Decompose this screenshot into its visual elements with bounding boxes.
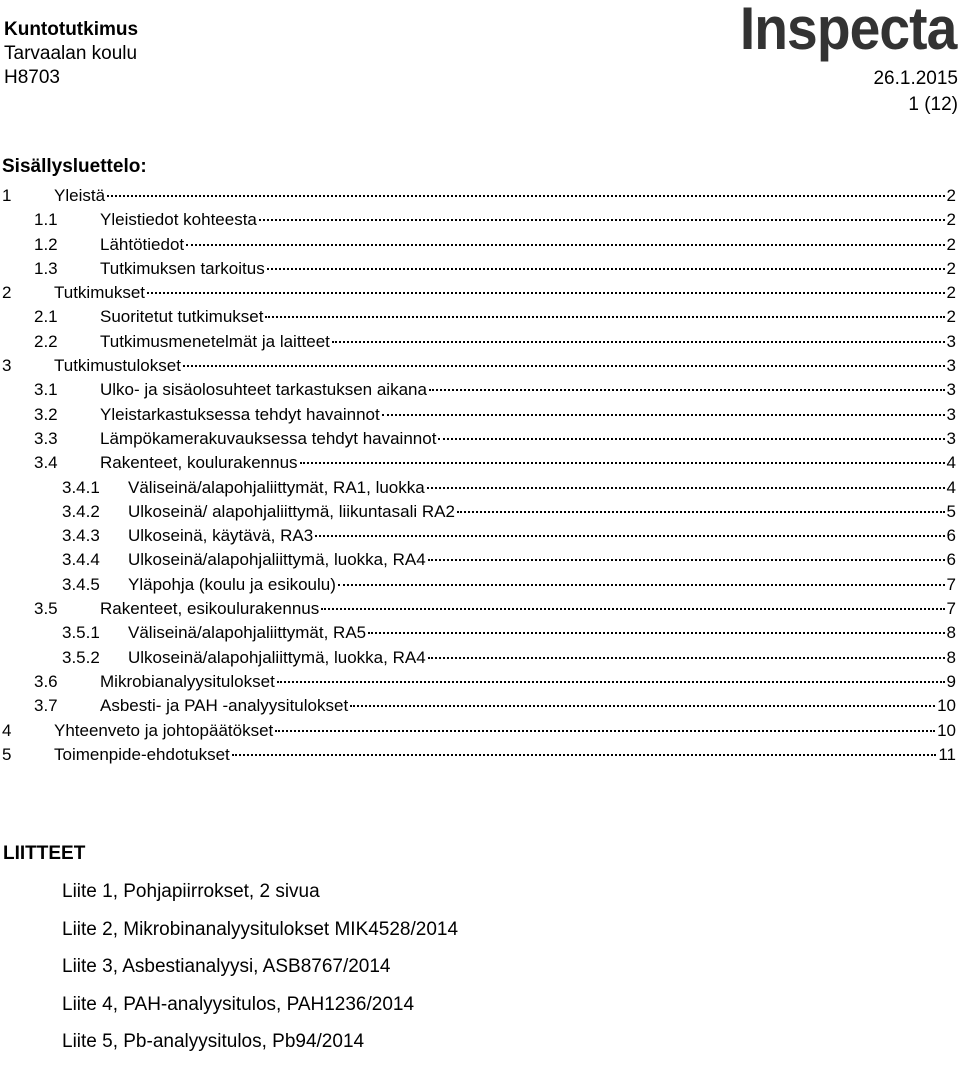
toc-dot-leader bbox=[321, 608, 944, 610]
toc-entry[interactable] bbox=[0, 670, 956, 694]
toc-entry-title: Yleistä bbox=[54, 186, 106, 205]
toc-entry-page: 4 bbox=[946, 477, 956, 497]
toc-dot-leader bbox=[315, 535, 944, 537]
toc-dot-leader bbox=[183, 365, 945, 367]
toc-entry-number: 3.7 bbox=[34, 696, 58, 716]
toc-entry-page: 3 bbox=[946, 380, 956, 400]
toc-dot-leader bbox=[429, 389, 945, 391]
attachment-item: Liite 2, Mikrobinanalyysitulokset MIK4528/2014 bbox=[62, 918, 459, 940]
toc-entry-title: Yleistiedot kohteesta bbox=[100, 210, 257, 230]
toc-entry-page: 2 bbox=[946, 186, 956, 205]
toc-entry-page: 6 bbox=[946, 550, 956, 570]
toc-entry[interactable] bbox=[0, 257, 956, 281]
attachment-item: Liite 4, PAH-analyysitulos, PAH1236/2014 bbox=[62, 993, 415, 1015]
toc-entry[interactable] bbox=[0, 330, 956, 354]
toc-dot-leader bbox=[428, 559, 945, 561]
toc-entry-number: 1 bbox=[2, 186, 12, 205]
toc-entry[interactable] bbox=[0, 500, 956, 524]
toc-entry-title: Rakenteet, esikoulurakennus bbox=[100, 599, 320, 619]
toc-entry-number: 3.4.4 bbox=[62, 550, 100, 570]
table-of-contents bbox=[0, 184, 956, 767]
toc-entry[interactable] bbox=[0, 233, 956, 257]
toc-entry-page: 10 bbox=[937, 696, 956, 716]
toc-dot-leader bbox=[427, 487, 945, 489]
toc-entry[interactable] bbox=[0, 719, 956, 743]
attachment-item: Liite 5, Pb-analyysitulos, Pb94/2014 bbox=[62, 1031, 365, 1052]
toc-entry-title: Väliseinä/alapohjaliittymät, RA5 bbox=[128, 623, 367, 643]
toc-entry-number: 4 bbox=[2, 720, 12, 740]
toc-entry-title: Lähtötiedot bbox=[100, 234, 185, 254]
toc-dot-leader bbox=[277, 681, 945, 683]
toc-dot-leader bbox=[438, 438, 944, 440]
toc-entry-title: Tutkimusmenetelmät ja laitteet bbox=[100, 331, 330, 351]
toc-entry-number: 3 bbox=[2, 356, 12, 376]
toc-entry-title: Mikrobianalyysitulokset bbox=[100, 671, 275, 691]
toc-dot-leader bbox=[275, 730, 935, 732]
header-right bbox=[873, 66, 958, 118]
toc-dot-leader bbox=[267, 268, 945, 270]
toc-entry-number: 3.5.2 bbox=[62, 647, 100, 667]
toc-entry[interactable] bbox=[0, 743, 956, 767]
toc-entry-title: Yhteenveto ja johtopäätökset bbox=[54, 720, 274, 740]
toc-entry[interactable] bbox=[0, 208, 956, 232]
toc-entry-page: 8 bbox=[946, 647, 956, 667]
toc-entry-page: 10 bbox=[937, 720, 956, 740]
header-left bbox=[4, 18, 138, 90]
toc-entry-title: Tutkimukset bbox=[54, 283, 146, 303]
toc-entry-page: 2 bbox=[946, 258, 956, 278]
toc-entry-page: 3 bbox=[946, 404, 956, 424]
toc-entry[interactable] bbox=[0, 548, 956, 572]
toc-dot-leader bbox=[107, 195, 945, 197]
toc-entry-page: 9 bbox=[946, 671, 956, 691]
toc-entry-page: 2 bbox=[946, 234, 956, 254]
toc-entry[interactable] bbox=[0, 281, 956, 305]
toc-entry-page: 3 bbox=[946, 331, 956, 351]
toc-entry-page: 2 bbox=[946, 283, 956, 303]
toc-entry-title: Lämpökamerakuvauksessa tehdyt havainnot bbox=[100, 428, 437, 448]
toc-entry-number: 2 bbox=[2, 283, 12, 303]
toc-entry-number: 5 bbox=[2, 744, 12, 764]
toc-entry-number: 3.4.2 bbox=[62, 501, 100, 521]
toc-entry-number: 3.4.3 bbox=[62, 526, 100, 546]
toc-dot-leader bbox=[382, 414, 945, 416]
toc-entry-number: 3.2 bbox=[34, 404, 58, 424]
toc-entry-number: 2.2 bbox=[34, 331, 58, 351]
toc-entry-number: 3.4.5 bbox=[62, 574, 100, 594]
toc-dot-leader bbox=[265, 316, 944, 318]
toc-entry-number: 3.4 bbox=[34, 453, 58, 473]
project-code: H8703 bbox=[4, 67, 60, 88]
toc-entry[interactable] bbox=[0, 403, 956, 427]
toc-entry-number: 3.1 bbox=[34, 380, 58, 400]
toc-entry-number: 3.3 bbox=[34, 428, 58, 448]
toc-entry-number: 3.5.1 bbox=[62, 623, 100, 643]
toc-entry[interactable] bbox=[0, 694, 956, 718]
document-subtitle: Tarvaalan koulu bbox=[4, 43, 138, 64]
toc-entry[interactable] bbox=[0, 305, 956, 329]
page-number: 1 (12) bbox=[908, 94, 958, 115]
toc-entry-number: 1.1 bbox=[34, 210, 58, 230]
toc-entry-title: Ulkoseinä, käytävä, RA3 bbox=[128, 526, 314, 546]
toc-entry[interactable] bbox=[0, 378, 956, 402]
toc-entry-title: Ulkoseinä/alapohjaliittymä, luokka, RA4 bbox=[128, 550, 426, 570]
toc-dot-leader bbox=[186, 244, 944, 246]
toc-entry-number: 3.4.1 bbox=[62, 477, 100, 497]
toc-entry-title: Ulkoseinä/ alapohjaliittymä, liikuntasali RA2 bbox=[128, 501, 455, 521]
toc-entry[interactable] bbox=[0, 646, 956, 670]
toc-dot-leader bbox=[259, 219, 945, 221]
attachment-item: Liite 1, Pohjapiirrokset, 2 sivua bbox=[62, 881, 320, 902]
toc-entry[interactable] bbox=[0, 573, 956, 597]
toc-entry-page: 3 bbox=[946, 356, 956, 376]
toc-entry-page: 3 bbox=[946, 428, 956, 448]
toc-entry-title: Asbesti- ja PAH -analyysitulokset bbox=[100, 696, 349, 716]
toc-entry[interactable] bbox=[0, 354, 956, 378]
toc-entry-number: 3.5 bbox=[34, 599, 58, 619]
toc-dot-leader bbox=[350, 705, 935, 707]
toc-entry-title: Ulkoseinä/alapohjaliittymä, luokka, RA4 bbox=[128, 647, 426, 667]
attachment-item: Liite 3, Asbestianalyysi, ASB8767/2014 bbox=[62, 956, 391, 977]
toc-entry[interactable] bbox=[0, 524, 956, 548]
toc-entry-page: 2 bbox=[946, 210, 956, 230]
toc-entry-title: Ulko- ja sisäolosuhteet tarkastuksen aikana bbox=[100, 380, 427, 400]
toc-entry-page: 8 bbox=[946, 623, 956, 643]
toc-dot-leader bbox=[300, 462, 945, 464]
toc-entry-number: 3.6 bbox=[34, 671, 58, 691]
toc-entry-title: Yleistarkastuksessa tehdyt havainnot bbox=[100, 404, 380, 424]
toc-entry[interactable] bbox=[0, 621, 956, 645]
toc-entry[interactable] bbox=[0, 427, 956, 451]
toc-entry-number: 2.1 bbox=[34, 307, 58, 327]
document-date: 26.1.2015 bbox=[873, 68, 958, 89]
toc-dot-leader bbox=[338, 584, 945, 586]
toc-entry-number: 1.2 bbox=[34, 234, 58, 254]
toc-entry[interactable] bbox=[0, 451, 956, 475]
toc-entry-title: Toimenpide-ehdotukset bbox=[54, 744, 230, 764]
toc-dot-leader bbox=[232, 754, 937, 756]
toc-entry-page: 4 bbox=[946, 453, 956, 473]
document-title: Kuntotutkimus bbox=[4, 19, 139, 40]
attachments-heading: LIITTEET bbox=[3, 843, 86, 864]
toc-entry-number: 1.3 bbox=[34, 258, 58, 278]
toc-dot-leader bbox=[332, 341, 945, 343]
toc-entry-page: 7 bbox=[946, 599, 956, 619]
toc-entry[interactable] bbox=[0, 476, 956, 500]
toc-dot-leader bbox=[428, 657, 945, 659]
toc-entry-page: 7 bbox=[946, 574, 956, 594]
toc-entry-title: Tutkimustulokset bbox=[54, 356, 181, 376]
toc-dot-leader bbox=[147, 292, 945, 294]
toc-dot-leader bbox=[457, 511, 945, 513]
toc-dot-leader bbox=[368, 632, 944, 634]
toc-entry-page: 2 bbox=[946, 307, 956, 327]
toc-entry-title: Väliseinä/alapohjaliittymät, RA1, luokka bbox=[128, 477, 425, 497]
toc-entry[interactable] bbox=[0, 597, 956, 621]
inspecta-logo: Inspecta bbox=[739, 0, 956, 62]
toc-entry-title: Tutkimuksen tarkoitus bbox=[100, 258, 265, 278]
toc-entry-page: 6 bbox=[946, 526, 956, 546]
toc-entry-title: Suoritetut tutkimukset bbox=[100, 307, 264, 327]
toc-entry-title: Yläpohja (koulu ja esikoulu) bbox=[128, 574, 336, 594]
toc-entry-title: Rakenteet, koulurakennus bbox=[100, 453, 298, 473]
toc-entry-page: 11 bbox=[938, 744, 956, 764]
toc-entry-page: 5 bbox=[946, 501, 956, 521]
toc-heading: Sisällysluettelo: bbox=[2, 156, 147, 177]
toc-entry[interactable] bbox=[0, 184, 956, 208]
attachments-list bbox=[62, 880, 458, 1068]
